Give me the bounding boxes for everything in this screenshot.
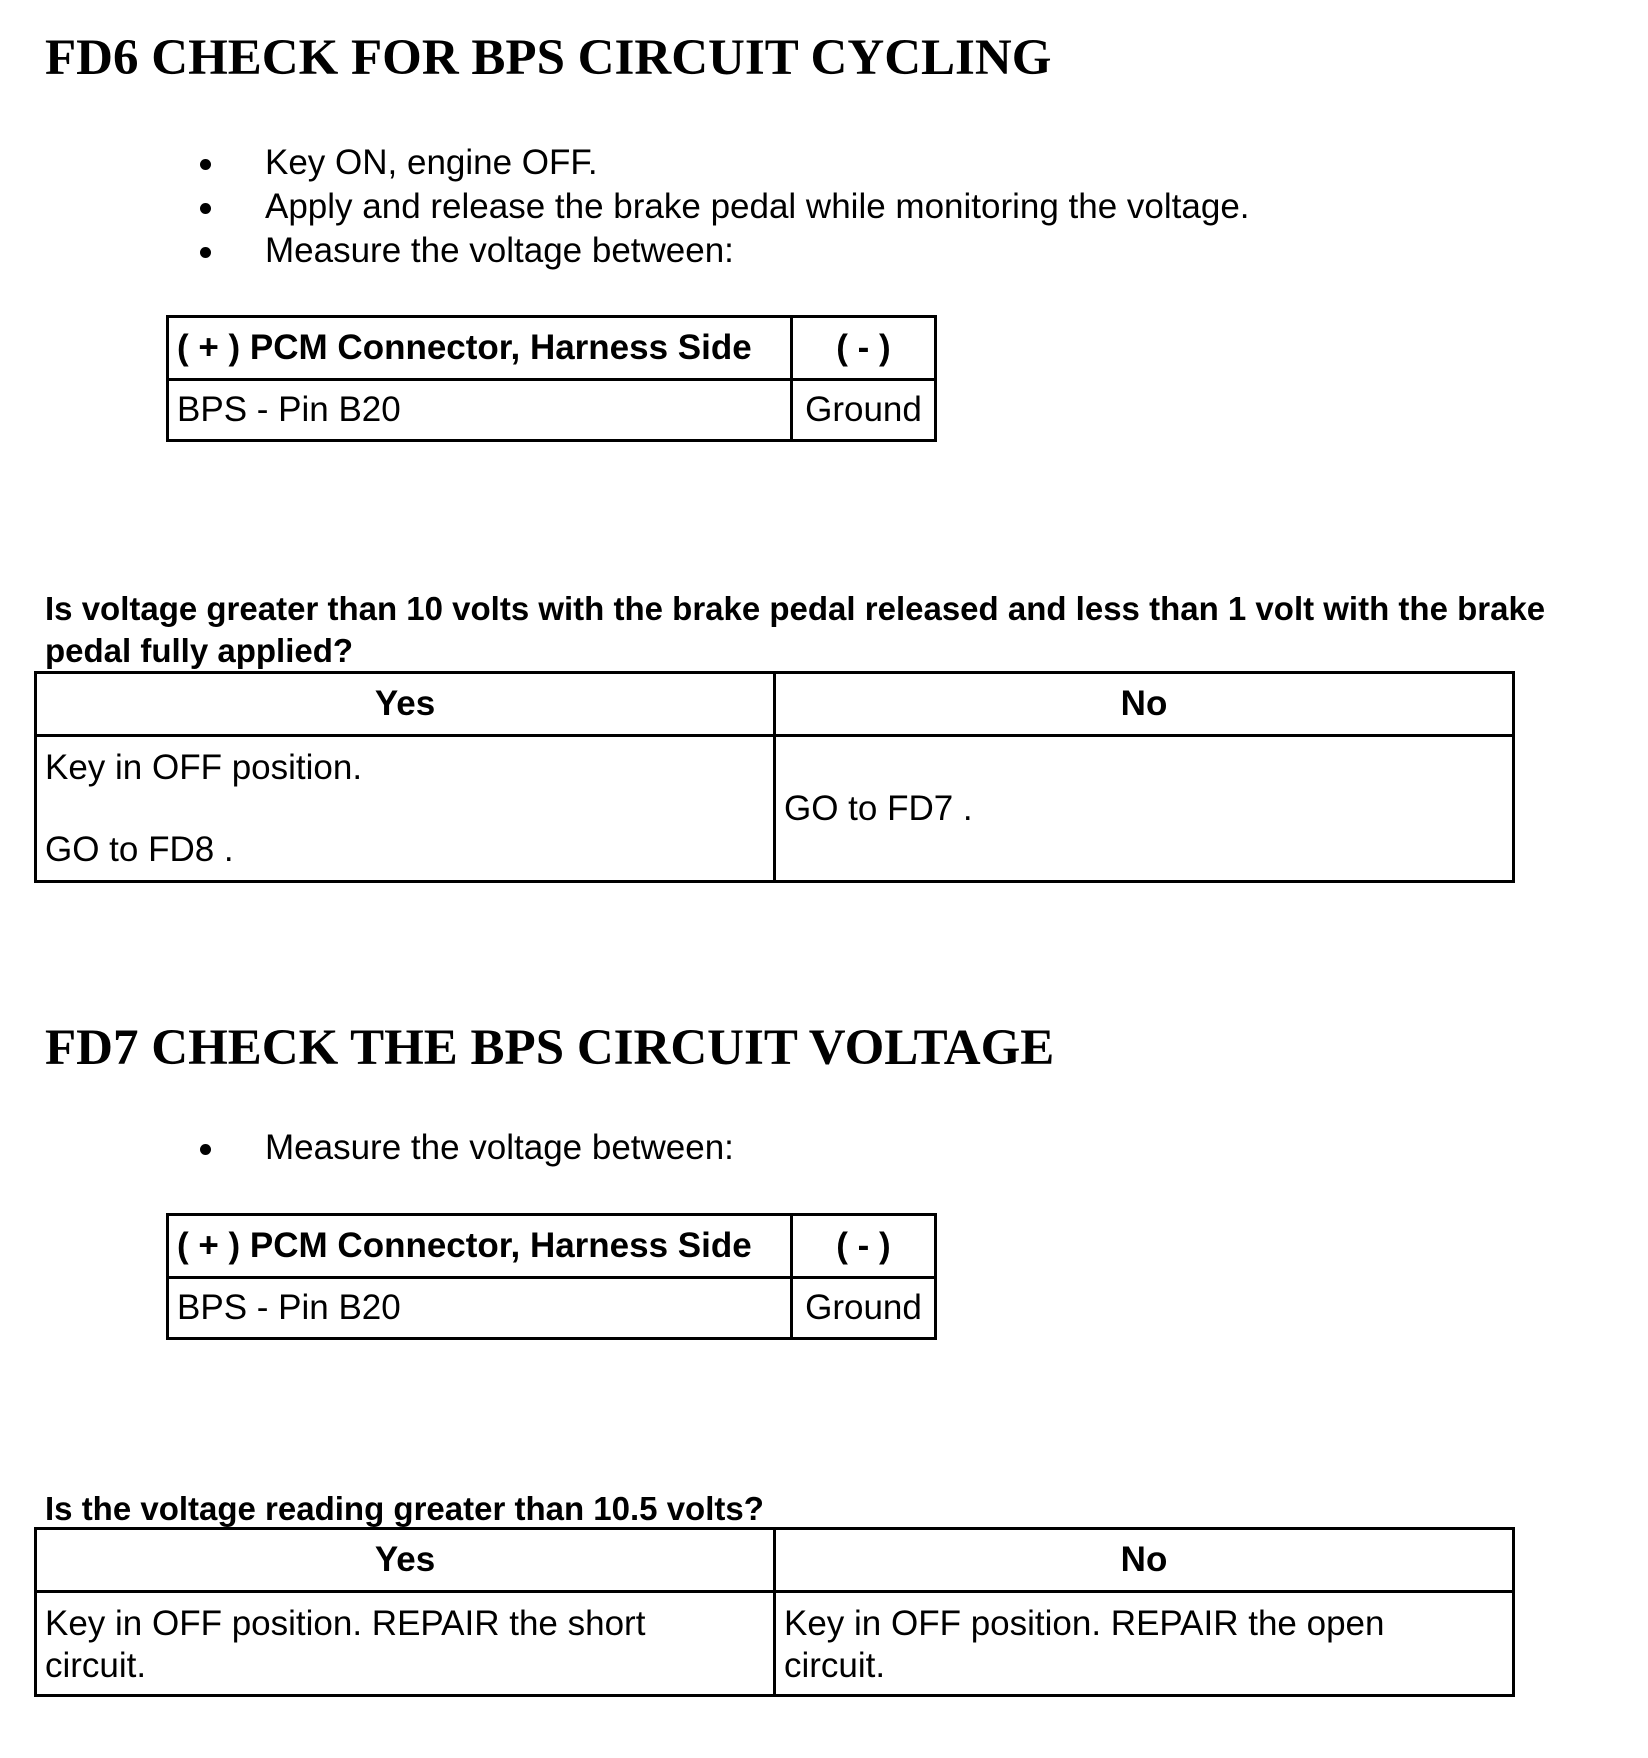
column-header: ( - ) bbox=[792, 1215, 936, 1278]
list-item: Key ON, engine OFF. bbox=[200, 141, 1250, 185]
fd7-measure-table bbox=[166, 1213, 937, 1340]
fd6-decision-table bbox=[34, 671, 1515, 883]
table-header-row bbox=[36, 673, 1514, 736]
yes-line: GO to FD8 . bbox=[45, 830, 234, 869]
yes-line: Key in OFF position. bbox=[45, 748, 363, 787]
yes-cell: Key in OFF position. REPAIR the short circuit. bbox=[36, 1592, 775, 1696]
no-cell: Key in OFF position. REPAIR the open circuit. bbox=[775, 1592, 1514, 1696]
column-header: ( - ) bbox=[792, 317, 936, 380]
table-header-row bbox=[36, 1529, 1514, 1592]
column-header: ( + ) PCM Connector, Harness Side bbox=[168, 317, 792, 380]
yes-cell bbox=[36, 736, 775, 882]
table-cell: BPS - Pin B20 bbox=[168, 380, 792, 441]
table-row bbox=[168, 1278, 936, 1339]
table-header-row bbox=[168, 1215, 936, 1278]
fd6-measure-table bbox=[166, 315, 937, 442]
fd7-decision-table bbox=[34, 1527, 1515, 1697]
yes-header: Yes bbox=[36, 673, 775, 736]
table-header-row bbox=[168, 317, 936, 380]
fd6-heading: FD6 CHECK FOR BPS CIRCUIT CYCLING bbox=[45, 30, 1052, 86]
fd6-bullet-list bbox=[200, 141, 1250, 273]
column-header: ( + ) PCM Connector, Harness Side bbox=[168, 1215, 792, 1278]
table-row bbox=[36, 1592, 1514, 1696]
list-item: Measure the voltage between: bbox=[200, 229, 1250, 273]
yes-header: Yes bbox=[36, 1529, 775, 1592]
fd7-heading: FD7 CHECK THE BPS CIRCUIT VOLTAGE bbox=[45, 1020, 1055, 1076]
fd7-bullet-list bbox=[200, 1126, 734, 1170]
table-row bbox=[36, 736, 1514, 882]
fd7-question: Is the voltage reading greater than 10.5 volts? bbox=[45, 1490, 764, 1527]
table-cell: Ground bbox=[792, 1278, 936, 1339]
table-cell: Ground bbox=[792, 380, 936, 441]
table-cell: BPS - Pin B20 bbox=[168, 1278, 792, 1339]
no-header: No bbox=[775, 673, 1514, 736]
table-row bbox=[168, 380, 936, 441]
fd6-question: Is voltage greater than 10 volts with the brake pedal released and less than 1 volt with the brake pedal fully applied? bbox=[45, 590, 1546, 669]
no-header: No bbox=[775, 1529, 1514, 1592]
list-item: Measure the voltage between: bbox=[200, 1126, 734, 1170]
list-item: Apply and release the brake pedal while monitoring the voltage. bbox=[200, 185, 1250, 229]
no-cell: GO to FD7 . bbox=[775, 736, 1514, 882]
